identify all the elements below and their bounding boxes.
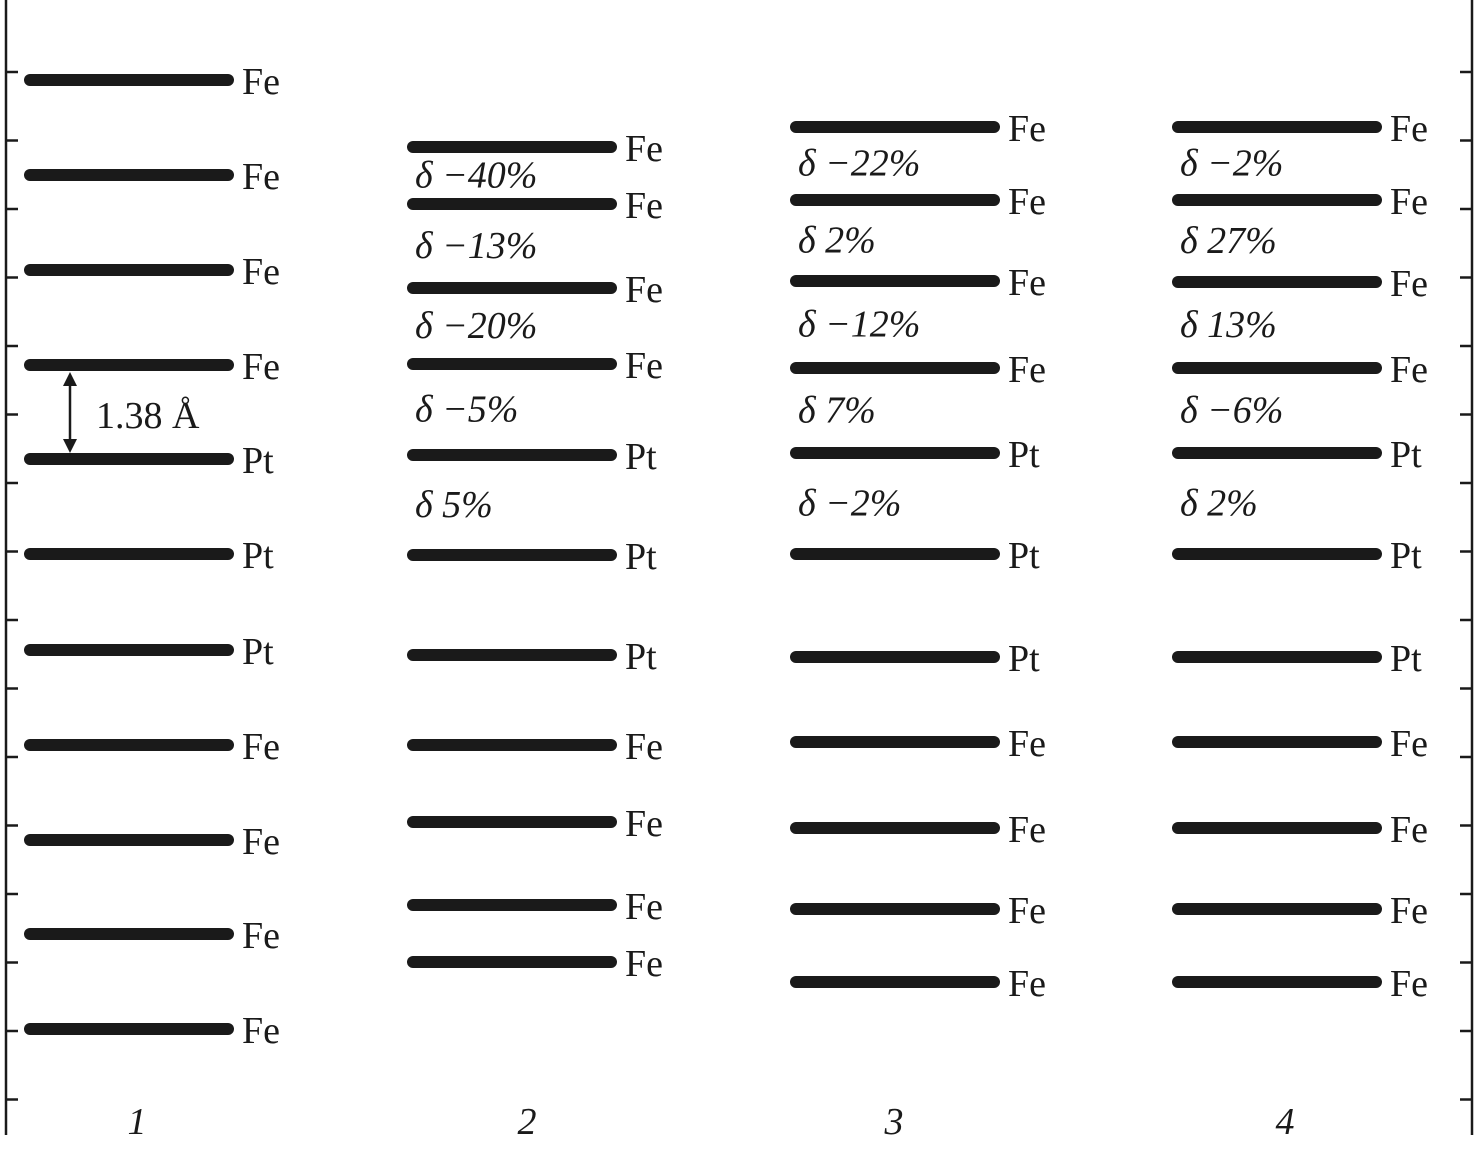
atom-label: Fe	[1390, 723, 1428, 765]
distance-arrow-head-top	[63, 372, 77, 386]
atom-label: Pt	[1390, 535, 1422, 577]
delta-label: δ −5%	[415, 388, 519, 431]
delta-label: δ 5%	[415, 484, 493, 526]
delta-label: δ 13%	[1180, 304, 1277, 346]
column-label: 3	[884, 1101, 904, 1143]
delta-label: δ −22%	[798, 142, 921, 185]
delta-label: δ −2%	[798, 482, 902, 525]
atom-label: Fe	[625, 269, 663, 311]
column-label: 2	[517, 1101, 537, 1143]
atom-label: Fe	[625, 726, 663, 768]
column-label: 4	[1275, 1101, 1295, 1143]
atom-label: Pt	[625, 436, 657, 478]
atom-label: Pt	[242, 631, 274, 673]
interlayer-distance-annotation	[63, 372, 200, 453]
atom-label: Fe	[242, 726, 280, 768]
delta-label: δ −40%	[415, 154, 538, 197]
atom-label: Fe	[1390, 809, 1428, 851]
atom-label: Fe	[625, 185, 663, 227]
column-2	[413, 128, 663, 1143]
atom-label: Fe	[1008, 723, 1046, 765]
delta-label: δ −6%	[1180, 389, 1284, 432]
columns	[30, 61, 1428, 1143]
atom-label: Fe	[625, 345, 663, 387]
atom-label: Fe	[625, 886, 663, 928]
column-4	[1178, 108, 1428, 1143]
atom-label: Fe	[242, 1010, 280, 1052]
atom-label: Fe	[1008, 349, 1046, 391]
atom-label: Pt	[242, 535, 274, 577]
delta-label: δ −12%	[798, 303, 921, 346]
atom-label: Fe	[1008, 963, 1046, 1005]
atom-label: Pt	[1008, 535, 1040, 577]
atom-label: Fe	[625, 943, 663, 985]
atom-label: Fe	[1008, 262, 1046, 304]
column-3	[796, 108, 1046, 1143]
delta-label: δ 27%	[1180, 220, 1277, 262]
delta-label: δ −2%	[1180, 142, 1284, 185]
atom-label: Fe	[1008, 890, 1046, 932]
distance-label: 1.38 Å	[96, 395, 200, 437]
column-1	[30, 61, 280, 1143]
atom-label: Fe	[242, 251, 280, 293]
atom-label: Pt	[625, 536, 657, 578]
atom-label: Fe	[625, 128, 663, 170]
delta-label: δ 2%	[1180, 482, 1258, 525]
atom-label: Fe	[1008, 181, 1046, 223]
atom-label: Fe	[1390, 181, 1428, 223]
atom-label: Pt	[242, 440, 274, 482]
atom-label: Fe	[242, 61, 280, 103]
atom-label: Fe	[1390, 108, 1428, 150]
atom-label: Fe	[242, 346, 280, 388]
atom-label: Fe	[1008, 809, 1046, 851]
atom-label: Fe	[242, 915, 280, 957]
atom-label: Pt	[1390, 434, 1422, 476]
atom-label: Pt	[1390, 638, 1422, 680]
atom-label: Fe	[1008, 108, 1046, 150]
atom-label: Fe	[625, 803, 663, 845]
atom-label: Fe	[242, 821, 280, 863]
delta-label: δ −13%	[415, 225, 538, 267]
atom-label: Fe	[1390, 263, 1428, 305]
distance-arrow-head-bottom	[63, 439, 77, 453]
atom-label: Fe	[1390, 349, 1428, 391]
delta-label: δ 2%	[798, 219, 876, 262]
column-label: 1	[127, 1101, 147, 1143]
atom-label: Fe	[1390, 890, 1428, 932]
atom-label: Pt	[1008, 434, 1040, 476]
atom-label: Pt	[625, 636, 657, 678]
atom-label: Pt	[1008, 638, 1040, 680]
atom-label: Fe	[1390, 963, 1428, 1005]
delta-label: δ 7%	[798, 389, 876, 432]
delta-label: δ −20%	[415, 305, 538, 347]
atom-label: Fe	[242, 156, 280, 198]
